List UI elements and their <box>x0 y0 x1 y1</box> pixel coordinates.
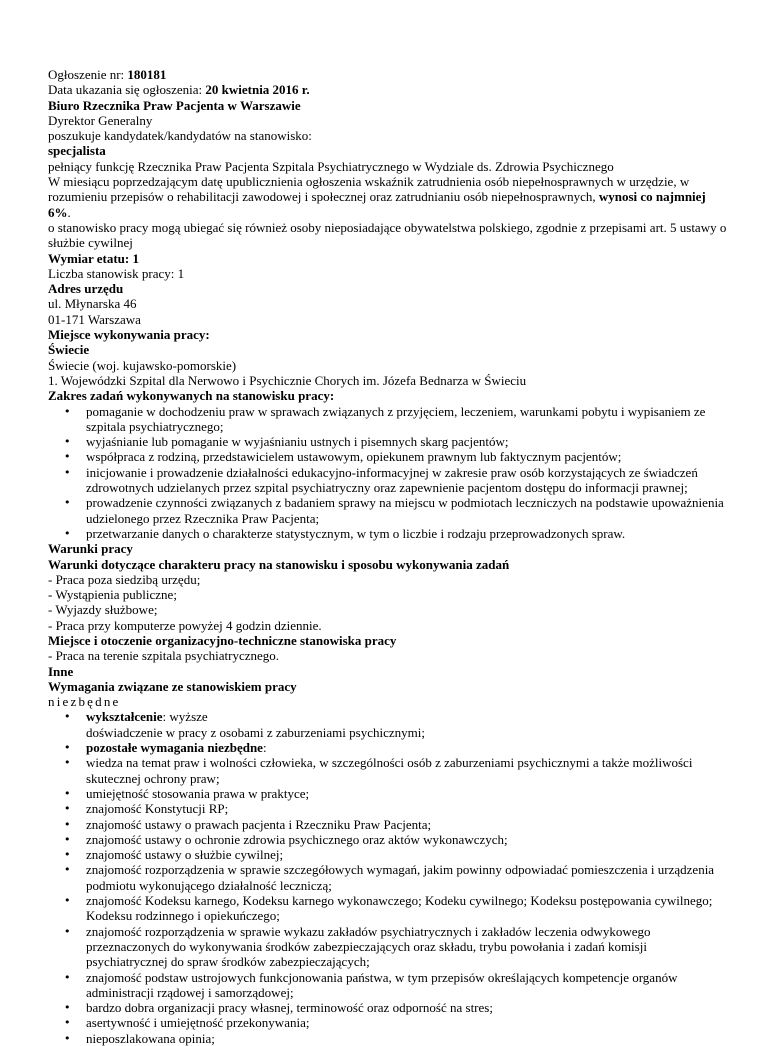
workplace-city: Świecie <box>48 342 90 358</box>
publication-date-value: 20 kwietnia 2016 r. <box>205 82 310 98</box>
list-item: • wyjaśnianie lub pomaganie w wyjaśnianiu ustnych i pisemnych skarg pacjentów; <box>86 434 728 449</box>
environment-item: - Praca na terenie szpitala psychiatrycznego. <box>48 648 279 664</box>
condition-item: - Wystąpienia publiczne; <box>48 587 177 603</box>
list-item: • znajomość Kodeksu karnego, Kodeksu karnego wykonawczego; Kodeku cywilnego; Kodeksu postępowania cywilnego; Kodeksu rodzinnego i opiekuńczego; <box>86 893 728 924</box>
other-requirements-list <box>48 740 728 1046</box>
list-item: • znajomość ustawy o ochronie zdrowia psychicznego oraz aktów wykonawczych; <box>86 832 728 847</box>
list-item: • znajomość ustawy o służbie cywilnej; <box>86 847 728 862</box>
office-street: ul. Młynarska 46 <box>48 296 137 312</box>
foreigners-note: o stanowisko pracy mogą ubiegać się również osoby nieposiadające obywatelstwa polskiego, zgodnie z przepisami art. 5 ustawy o służbie cywilnej <box>48 219 727 251</box>
condition-item: - Praca przy komputerze powyżej 4 godzin dziennie. <box>48 617 322 633</box>
announcement-number-value: 180181 <box>127 67 167 82</box>
conditions-subheading: Warunki dotyczące charakteru pracy na stanowisku i sposobu wykonywania zadań <box>48 556 510 572</box>
announcement-number: Ogłoszenie nr: 180181 <box>48 67 167 82</box>
list-item: • znajomość rozporządzenia w sprawie szczegółowych wymagań, jakim powinny odpowiadać pomieszczenia i urządzenia podmiotu wykonującego działalność leczniczą; <box>86 862 728 893</box>
list-item: • przetwarzanie danych o charakterze statystycznym, w tym o liczbie i rodzaju przeprowadzonych spraw. <box>86 526 728 541</box>
list-item: • współpraca z rodziną, przedstawicielem ustawowym, opiekunem prawnym lub faktycznym pacjentów; <box>86 449 728 464</box>
experience-item: doświadczenie w pracy z osobami z zaburzeniami psychicznymi; <box>86 724 425 740</box>
list-item: • pomaganie w dochodzeniu praw w sprawach związanych z przyjęciem, leczeniem, warunkami pobytu i wypisaniem ze szpitala psychiatrycznego; <box>86 404 728 435</box>
disability-rate-value: wynosi co najmniej 6% <box>48 189 706 220</box>
positions-count: Liczba stanowisk pracy: 1 <box>48 265 185 281</box>
list-item: • inicjowanie i prowadzenie działalności edukacyjno-informacyjnej w zakresie praw osób korzystających ze świadczeń zdrowotnych udzielanych przez szpital psychiatryczny oraz zapewnienie pacjentom dostępu do informacji prawnej; <box>86 465 728 496</box>
list-item: • bardzo dobra organizacji pracy własnej, terminowość oraz odporność na stres; <box>86 1000 728 1015</box>
necessary-label: niezbędne <box>48 694 121 710</box>
tasks-heading: Zakres zadań wykonywanych na stanowisku pracy: <box>48 388 335 404</box>
list-item: • znajomość Konstytucji RP; <box>86 801 728 816</box>
office-name: Biuro Rzecznika Praw Pacjenta w Warszawie <box>48 97 301 113</box>
list-item: • asertywność i umiejętność przekonywania; <box>86 1015 728 1030</box>
list-item: • prowadzenie czynności związanych z badaniem sprawy na miejscu w podmiotach leczniczych na podstawie upoważnienia udzielonego przez Rzecznika Praw Pacjenta; <box>86 495 728 526</box>
list-item: • znajomość podstaw ustrojowych funkcjonowania państwa, w tym przepisów określających kompetencje organów administracji rządowej i samorządowej; <box>86 970 728 1001</box>
office-city: 01-171 Warszawa <box>48 311 141 327</box>
list-item: • nieposzlakowana opinia; <box>86 1031 728 1046</box>
list-item: • wiedza na temat praw i wolności człowieka, w szczególności osób z zaburzeniami psychicznymi a także możliwości skutecznej ochrony praw; <box>86 755 728 786</box>
seeking-text: poszukuje kandydatek/kandydatów na stanowisko: <box>48 128 312 144</box>
publication-date: Data ukazania się ogłoszenia: 20 kwietnia 2016 r. <box>48 82 310 98</box>
workplace-region: Świecie (woj. kujawsko-pomorskie) <box>48 357 237 373</box>
list-item: • umiejętność stosowania prawa w praktyce; <box>86 786 728 801</box>
office-address-heading: Adres urzędu <box>48 281 124 297</box>
list-item: • znajomość ustawy o prawach pacjenta i Rzeczniku Praw Pacjenta; <box>86 817 728 832</box>
requirements-list <box>48 709 728 724</box>
role-description: pełniący funkcję Rzecznika Praw Pacjenta Szpitala Psychiatrycznego w Wydziale ds. Zdrowia Psychicznego <box>48 158 614 174</box>
list-item: • znajomość rozporządzenia w sprawie wykazu zakładów psychiatrycznych i zakładów leczenia odwykowego przeznaczonych do wykonywania środków zabezpieczających oraz składu, trybu powołania i zadań komisji psychiatrycznej do spraw środków zabezpieczających; <box>86 924 728 970</box>
education-item: • wykształcenie: wyższe <box>86 709 728 724</box>
condition-item: - Praca poza siedzibą urzędu; <box>48 571 201 587</box>
environment-heading: Miejsce i otoczenie organizacyjno-techniczne stanowiska pracy <box>48 632 397 648</box>
tasks-list <box>48 404 728 542</box>
conditions-heading: Warunki pracy <box>48 541 133 557</box>
workplace-heading: Miejsce wykonywania pracy: <box>48 327 210 343</box>
condition-item: - Wyjazdy służbowe; <box>48 602 158 618</box>
etat-heading: Wymiar etatu: 1 <box>48 250 139 266</box>
position-title: specjalista <box>48 143 106 159</box>
other-heading: Inne <box>48 663 74 679</box>
workplace-hospital: 1. Wojewódzki Szpital dla Nerwowo i Psychicznie Chorych im. Józefa Bednarza w Świeciu <box>48 372 527 388</box>
director-title: Dyrektor Generalny <box>48 112 153 128</box>
job-announcement <box>48 67 728 1046</box>
requirements-heading: Wymagania związane ze stanowiskiem pracy <box>48 678 297 694</box>
other-requirements-label: • pozostałe wymagania niezbędne: <box>86 740 728 755</box>
disability-rate-text: W miesiącu poprzedzającym datę upublicznienia ogłoszenia wskaźnik zatrudnienia osób niepełnosprawnych w urzędzie, w rozumieniu przepisów o rehabilitacji zawodowej i społecznej oraz zatrudnianiu osób niepełnosprawnych, wynosi co najmniej 6%. <box>48 174 706 220</box>
